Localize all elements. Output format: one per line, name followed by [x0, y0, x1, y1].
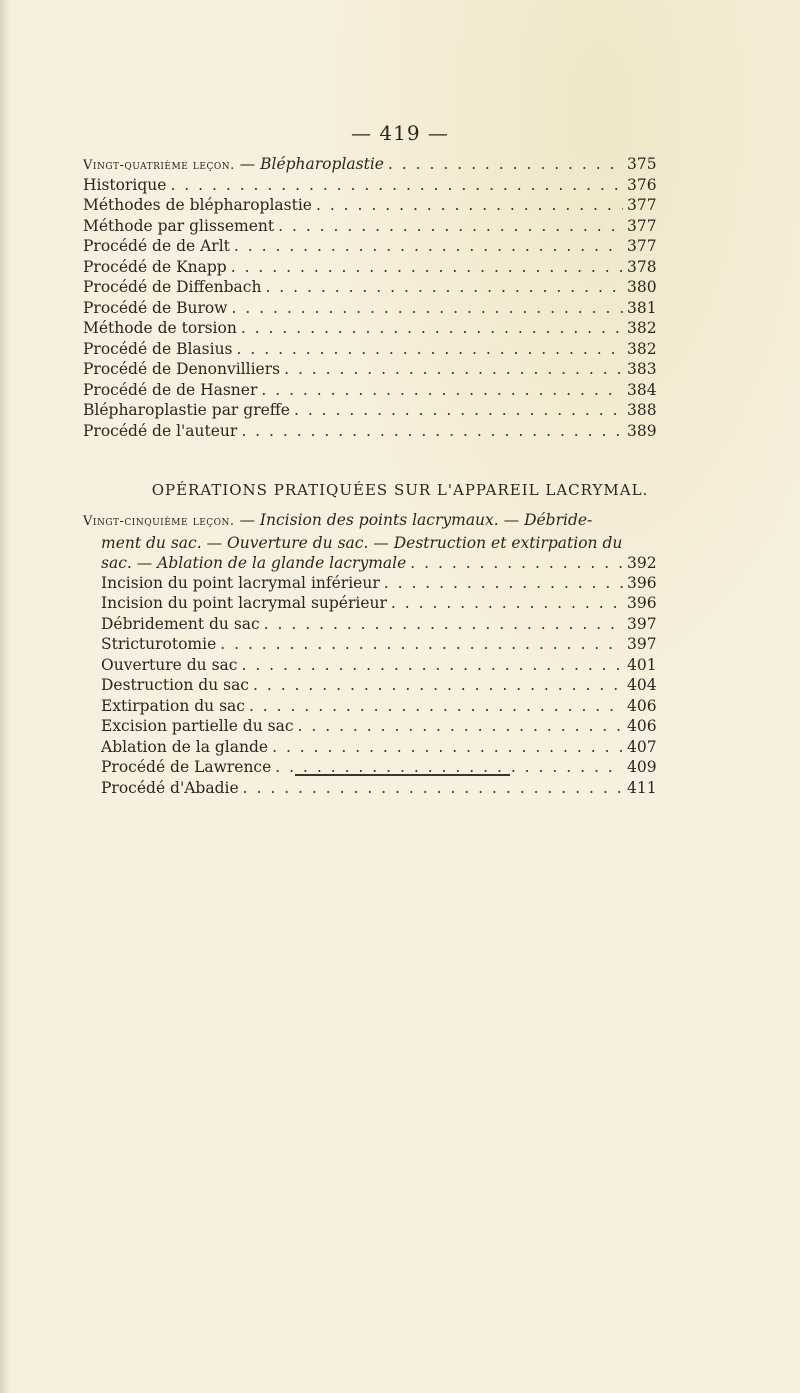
leader-dots [241, 319, 623, 337]
toc-heading-row: Vingt-quatrième leçon. — Blépharoplastie . . . 375 [83, 155, 655, 176]
lesson-title-line-3: sac. — Ablation de la glande lacrymale [101, 554, 407, 572]
lesson-label: Vingt-cinquième leçon. [83, 514, 235, 529]
page-number: — 419 — [351, 121, 449, 145]
page-ref: 404 [627, 676, 657, 694]
page-ref: 378 [627, 257, 657, 276]
page-ref: 382 [627, 339, 657, 358]
toc-entry-label: Procédé de de Hasner [83, 380, 258, 399]
toc-entry-label: Extirpation du sac [101, 696, 245, 715]
page-ref: 407 [627, 737, 657, 756]
page-ref: 376 [627, 175, 657, 194]
toc-entry [83, 299, 655, 320]
page-ref: 384 [627, 380, 657, 399]
toc-entry-label: Méthodes de blépharoplastie [83, 196, 312, 214]
lesson-label: Vingt-quatrième leçon. [83, 158, 235, 173]
toc-entry [83, 779, 655, 800]
toc-entry [83, 401, 655, 422]
toc-entry [83, 381, 655, 402]
toc-entry [83, 615, 655, 636]
toc-entry-list [83, 574, 655, 800]
leader-dots [391, 594, 623, 612]
toc-entry [83, 360, 655, 381]
toc-entry [83, 196, 655, 217]
toc-entry-label: Excision partielle du sac [101, 717, 294, 735]
toc-entry [83, 738, 655, 759]
toc-entry-label: Procédé de Knapp [83, 257, 227, 276]
leader-dots [231, 258, 623, 276]
toc-entry [83, 237, 655, 258]
leader-dots [234, 237, 623, 255]
toc-heading-paragraph [83, 510, 655, 574]
leader-dots [220, 635, 623, 653]
page-ref: 382 [627, 319, 657, 337]
leader-dots [298, 717, 623, 735]
toc-entry-label: Destruction du sac [101, 676, 249, 694]
leader-dots [243, 779, 623, 797]
leader-dots [294, 401, 623, 419]
toc-section-blepharoplastie [83, 155, 655, 442]
page-ref: 381 [627, 298, 657, 317]
lesson-title-line-2: ment du sac. — Ouverture du sac. — Destruction et extirpation du [101, 533, 623, 552]
toc-entry-label: Procédé de Blasius [83, 339, 233, 358]
leader-dots [265, 278, 623, 296]
toc-entry-label: Ablation de la glande [101, 737, 269, 756]
leader-dots [237, 340, 623, 358]
toc-entry-label: Méthode de torsion [83, 319, 237, 337]
toc-entry-label: Procédé de l'auteur [83, 421, 238, 440]
page-ref: 375 [627, 155, 657, 173]
toc-entry [83, 176, 655, 197]
toc-entry-label: Procédé de Burow [83, 298, 228, 317]
leader-dots [384, 574, 623, 592]
leader-dots [231, 299, 623, 317]
leader-dots [410, 553, 623, 574]
toc-entry-label: Procédé de de Arlt [83, 237, 230, 255]
page-ref: 377 [627, 216, 657, 235]
page-ref: 401 [627, 655, 657, 674]
toc-entry-label: Historique [83, 175, 167, 194]
leader-dots [284, 360, 623, 378]
toc-entry-list [83, 176, 655, 443]
page-ref: 392 [627, 554, 657, 572]
page-ref: 397 [627, 614, 657, 633]
page-ref: 377 [627, 196, 657, 214]
leader-dots [272, 738, 623, 756]
toc-entry [83, 676, 655, 697]
toc-entry [83, 319, 655, 340]
leader-dots [316, 196, 623, 214]
page-ref: 388 [627, 401, 657, 419]
lesson-title-line-1: — Incision des points lacrymaux. — Débride- [234, 511, 593, 529]
toc-entry [83, 422, 655, 443]
divider-rule [295, 774, 510, 776]
lesson-title: Blépharoplastie [260, 155, 384, 173]
toc-entry-label: Blépharoplastie par greffe [83, 401, 290, 419]
leader-dots [388, 155, 623, 173]
page-ref: 409 [627, 758, 657, 776]
page-ref: 411 [627, 778, 657, 797]
leader-dots [170, 176, 623, 194]
page-ref: 377 [627, 237, 657, 255]
page-ref: 396 [627, 573, 657, 592]
toc-entry-label: Procédé de Lawrence [101, 758, 272, 776]
page-ref: 406 [627, 717, 657, 735]
toc-entry-label: Procédé de Diffenbach [83, 278, 262, 296]
toc-entry-label: Procédé d'Abadie [101, 778, 239, 797]
toc-heading-row [83, 553, 655, 574]
toc-entry-label: Incision du point lacrymal inférieur [101, 573, 380, 592]
toc-entry [83, 217, 655, 238]
leader-dots [264, 615, 623, 633]
leader-dots [249, 697, 623, 715]
leader-dots [261, 381, 623, 399]
toc-entry [83, 574, 655, 595]
toc-entry-label: Ouverture du sac [101, 655, 238, 674]
page-ref: 397 [627, 635, 657, 653]
page-ref: 406 [627, 696, 657, 715]
toc-entry [83, 258, 655, 279]
page-ref: 380 [627, 278, 657, 296]
leader-dots [253, 676, 623, 694]
leader-dots [241, 656, 623, 674]
page-ref: 383 [627, 360, 657, 378]
toc-entry-label: Débridement du sac [101, 614, 260, 633]
toc-entry-label: Procédé de Denonvilliers [83, 360, 281, 378]
toc-entry [83, 340, 655, 361]
toc-entry [83, 697, 655, 718]
leader-dots [241, 422, 623, 440]
toc-entry-label: Méthode par glissement [83, 216, 275, 235]
toc-entry [83, 717, 655, 738]
toc-entry [83, 656, 655, 677]
toc-entry [83, 635, 655, 656]
page-ref: 389 [627, 421, 657, 440]
toc-section-lacrymal [83, 510, 655, 799]
page-ref: 396 [627, 594, 657, 612]
leader-dots [278, 217, 623, 235]
toc-entry-label: Stricturotomie [101, 635, 217, 653]
section-heading: OPÉRATIONS PRATIQUÉES SUR L'APPAREIL LACRYMAL. [151, 481, 649, 499]
toc-entry-label: Incision du point lacrymal supérieur [101, 594, 387, 612]
toc-entry [83, 594, 655, 615]
toc-entry [83, 278, 655, 299]
